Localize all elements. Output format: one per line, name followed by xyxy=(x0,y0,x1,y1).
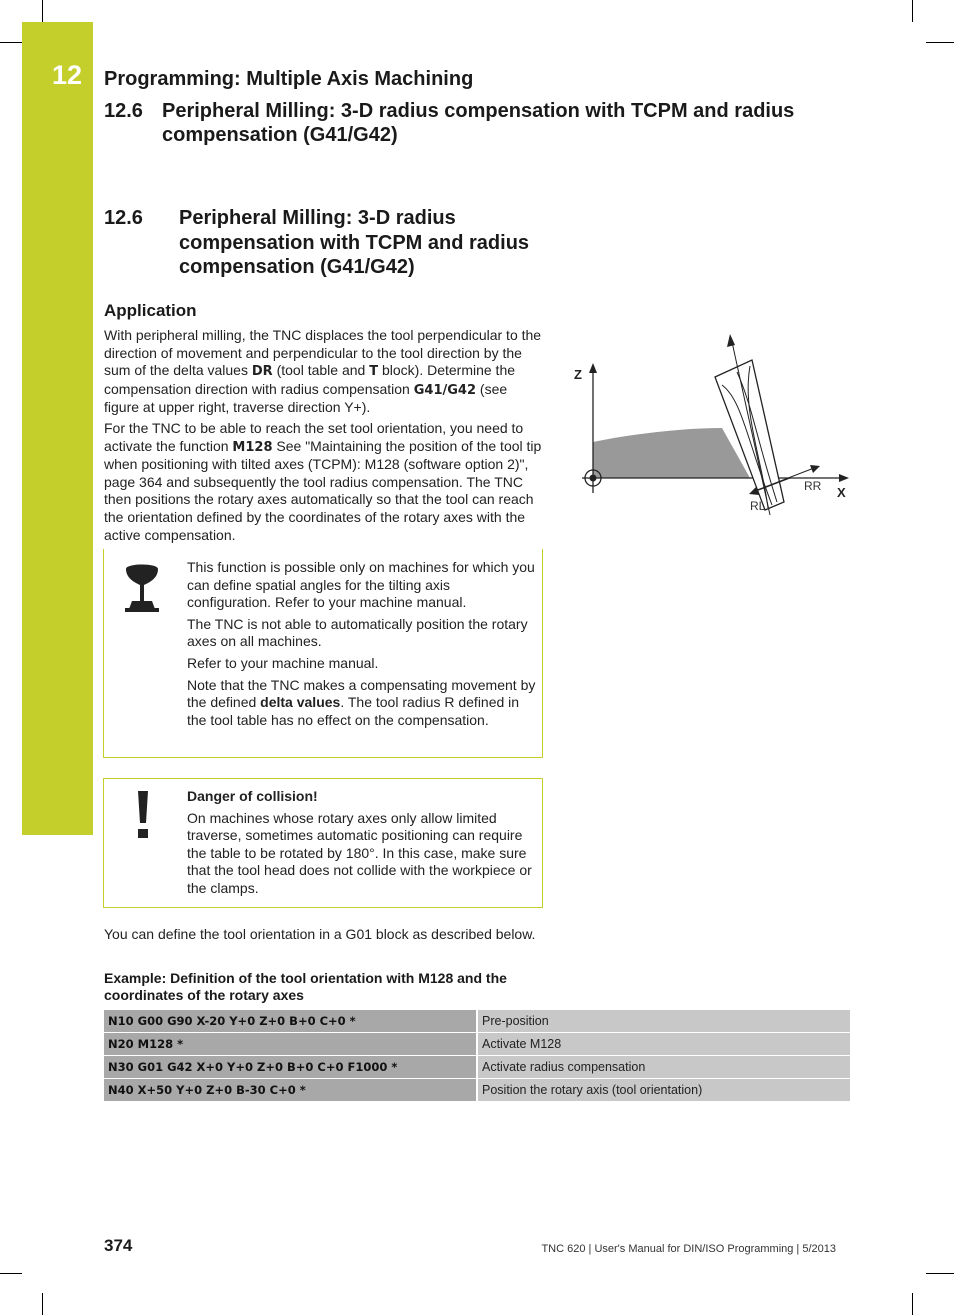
description-cell: Pre-position xyxy=(477,1010,850,1033)
chapter-title: Programming: Multiple Axis Machining xyxy=(104,68,474,90)
crop-mark xyxy=(926,1273,954,1274)
t-keyword: T xyxy=(369,364,379,380)
application-paragraph-2: For the TNC to be able to reach the set tool orientation, you need to activate the function M128 See "Maintaining the position of the tool tip when positioning with tilted axes (TCPM): M128 (software option 2)", page 364 and subsequently the tool radius compensation. The TNC then positions the rotary axes automatically so that the tool can reach the orientation defined by the coordinates of the rotary axes with the active compensation. xyxy=(104,420,542,543)
x-axis-arrow xyxy=(839,474,849,482)
page-number: 374 xyxy=(104,1236,133,1255)
rl-label: RL xyxy=(750,499,766,513)
danger-title: Danger of collision! xyxy=(187,788,318,804)
tool-compensation-figure xyxy=(572,330,862,515)
description-cell: Position the rotary axis (tool orientation) xyxy=(477,1079,850,1102)
note-line-3: Refer to your machine manual. xyxy=(187,654,379,671)
note-line-4: Note that the TNC makes a compensating movement by the defined delta values. The tool radius R defined in the tool table has no effect on the compensation. xyxy=(187,676,536,728)
rr-label: RR xyxy=(804,479,822,493)
z-axis-arrow xyxy=(589,363,597,373)
workpiece-shape xyxy=(593,428,750,478)
chapter-sidebar xyxy=(22,22,93,835)
note-line-1: This function is possible only on machines for which you can define spatial angles for the tilting axis configuration. Refer to your machine manual. xyxy=(187,559,535,611)
danger-text xyxy=(187,788,537,902)
table-row xyxy=(104,1033,850,1056)
crop-mark xyxy=(0,1273,22,1274)
table-row xyxy=(104,1056,850,1079)
crop-mark xyxy=(926,42,954,43)
crop-mark xyxy=(912,1293,913,1315)
application-heading: Application xyxy=(104,301,197,320)
machine-info-icon xyxy=(122,561,162,617)
table-row xyxy=(104,1079,850,1102)
after-box-paragraph: You can define the tool orientation in a G01 block as described below. xyxy=(104,926,536,942)
footer-text: TNC 620 | User's Manual for DIN/ISO Programming | 5/2013 xyxy=(541,1243,836,1255)
x-axis-label: X xyxy=(837,485,846,500)
crop-mark xyxy=(0,42,22,43)
section-heading xyxy=(104,206,564,280)
description-cell: Activate radius compensation xyxy=(477,1056,850,1079)
z-axis-label: Z xyxy=(574,367,582,382)
running-section-title: Peripheral Milling: 3-D radius compensation with TCPM and radius compensation (G41/G42) xyxy=(162,100,795,146)
description-cell: Activate M128 xyxy=(477,1033,850,1056)
dr-keyword: DR xyxy=(251,364,273,380)
machine-note-box xyxy=(103,549,543,758)
warning-exclamation-icon xyxy=(136,791,150,839)
nc-code-cell: N40 X+50 Y+0 Z+0 B-30 C+0 * xyxy=(104,1079,477,1102)
chapter-number: 12 xyxy=(52,60,83,90)
compensation-arrowhead-rr xyxy=(810,465,820,473)
origin-dot xyxy=(590,475,597,482)
application-paragraph-1: With peripheral milling, the TNC displaces the tool perpendicular to the direction of movement and perpendicular to the tool direction by the sum of the delta values DR (tool table and T block). Determine the compensation direction with radius compensation G41/G42 (see figure at upper right, traverse direction Y+). xyxy=(104,327,542,416)
note-line-2: The TNC is not able to automatically position the rotary axes on all machines. xyxy=(187,615,528,650)
g41-g42-keyword: G41/G42 xyxy=(413,382,477,398)
danger-body: On machines whose rotary axes only allow limited traverse, sometimes automatic positioning can require the table to be rotated by 180°. In this case, make sure that the tool head does not collide with the workpiece or the clamps. xyxy=(187,809,532,896)
table-row xyxy=(104,1010,850,1033)
tool-axis-arrow xyxy=(727,334,735,347)
section-number: 12.6 xyxy=(104,207,143,229)
example-table xyxy=(104,1010,850,1102)
crop-mark xyxy=(42,1293,43,1315)
nc-code-cell: N10 G00 G90 X-20 Y+0 Z+0 B+0 C+0 * xyxy=(104,1010,477,1033)
running-section-number: 12.6 xyxy=(104,100,143,122)
delta-values-keyword: delta values xyxy=(260,694,341,711)
nc-code-cell: N30 G01 G42 X+0 Y+0 Z+0 B+0 C+0 F1000 * xyxy=(104,1056,477,1079)
crop-mark xyxy=(42,0,43,22)
nc-code-cell: N20 M128 * xyxy=(104,1033,477,1056)
machine-note-text xyxy=(187,559,537,733)
danger-box xyxy=(103,778,543,908)
m128-keyword: M128 xyxy=(232,439,273,455)
crop-mark xyxy=(912,0,913,22)
running-section-header xyxy=(104,99,844,147)
example-heading: Example: Definition of the tool orientation with M128 and the coordinates of the rotary axes xyxy=(104,970,507,1003)
section-title: Peripheral Milling: 3-D radius compensation with TCPM and radius compensation (G41/G42) xyxy=(179,207,530,278)
